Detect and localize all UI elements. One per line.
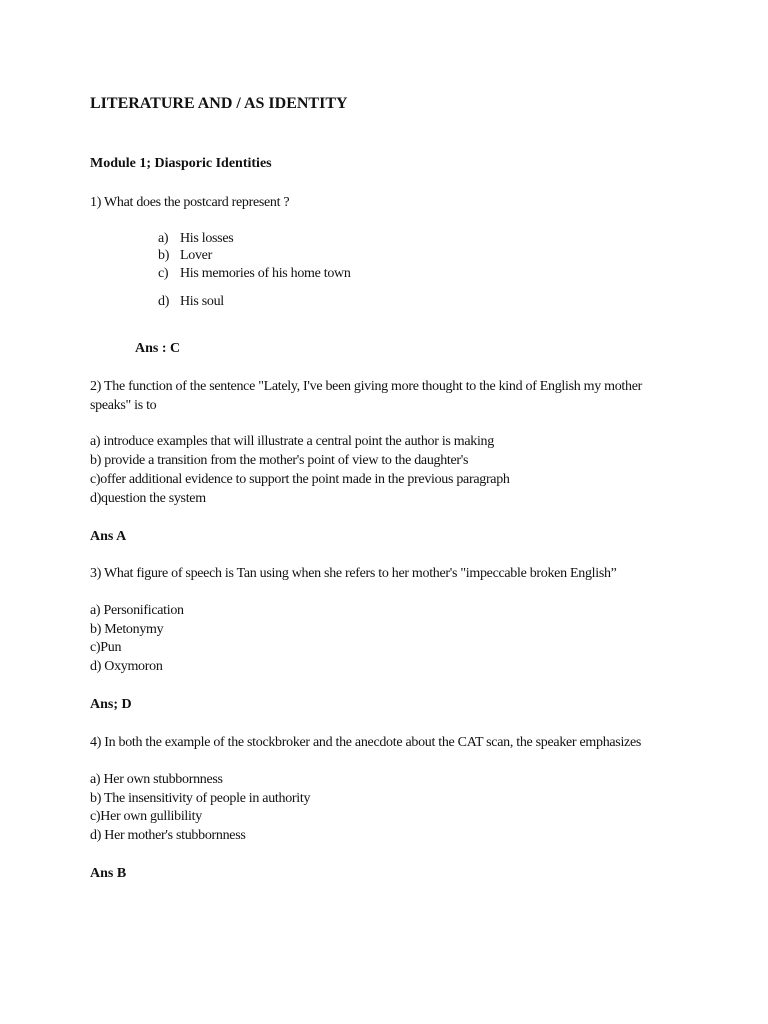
option-label: d) [158, 294, 170, 309]
q1-option-d [158, 293, 224, 311]
option-text: Lover [180, 248, 212, 263]
question-4: 4) In both the example of the stockbroker and the anecdote about the CAT scan, the speaker emphasizes [90, 735, 642, 750]
q1-option-c [158, 265, 351, 283]
q3-option-b: b) Metonymy [90, 622, 164, 637]
option-text: His losses [180, 231, 234, 246]
option-label: a) [158, 231, 169, 246]
option-label: c) [158, 266, 169, 281]
q4-option-d: d) Her mother's stubbornness [90, 828, 246, 843]
answer-2: Ans A [90, 529, 127, 544]
module-heading: Module 1; Diasporic Identities [90, 156, 272, 171]
answer-4: Ans B [90, 866, 127, 881]
question-1: 1) What does the postcard represent ? [90, 195, 290, 210]
question-3: 3) What figure of speech is Tan using when she refers to her mother's "impeccable broken English” [90, 566, 617, 581]
q4-option-c: c)Her own gullibility [90, 809, 202, 824]
option-text: His memories of his home town [180, 266, 351, 281]
question-2-line-1: 2) The function of the sentence "Lately, I've been giving more thought to the kind of English my mother [90, 379, 642, 394]
document-title: LITERATURE AND / AS IDENTITY [90, 95, 348, 112]
option-text: His soul [180, 294, 224, 309]
option-label: b) [158, 248, 170, 263]
question-2-line-2: speaks" is to [90, 398, 157, 413]
q4-option-a: a) Her own stubbornness [90, 772, 223, 787]
answer-1: Ans : C [135, 341, 181, 356]
q1-option-b [158, 247, 212, 265]
q3-option-c: c)Pun [90, 640, 122, 655]
answer-3: Ans; D [90, 697, 132, 712]
q3-option-a: a) Personification [90, 603, 184, 618]
q2-option-b: b) provide a transition from the mother's point of view to the daughter's [90, 453, 469, 468]
q1-option-a [158, 230, 233, 248]
q2-option-c: c)offer additional evidence to support the point made in the previous paragraph [90, 472, 510, 487]
q3-option-d: d) Oxymoron [90, 659, 163, 674]
q2-option-d: d)question the system [90, 491, 206, 506]
q2-option-a: a) introduce examples that will illustrate a central point the author is making [90, 434, 494, 449]
q4-option-b: b) The insensitivity of people in authority [90, 791, 311, 806]
